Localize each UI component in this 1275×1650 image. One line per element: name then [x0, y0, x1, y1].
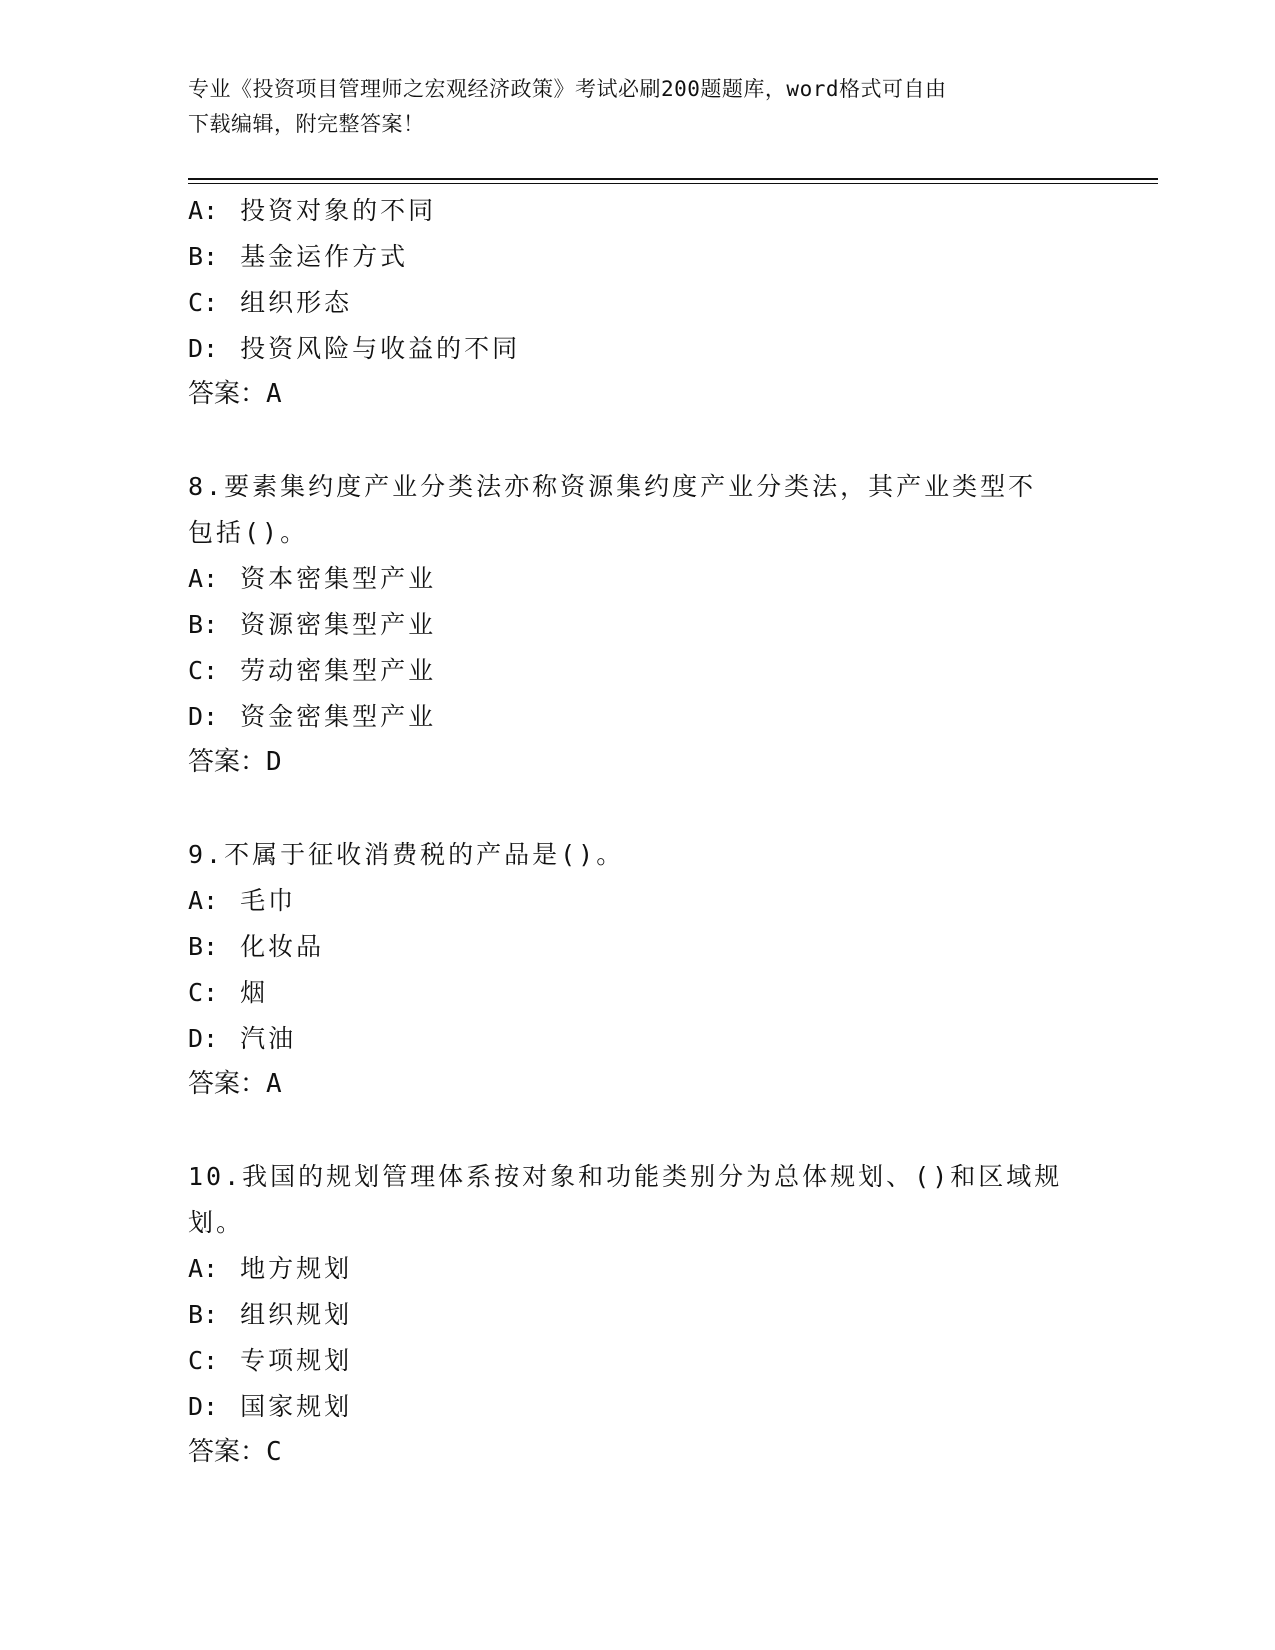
option-a: A: 投资对象的不同	[188, 196, 437, 225]
option-b: B: 基金运作方式	[188, 242, 409, 271]
answer-value: D	[266, 747, 282, 777]
option-text: 基金运作方式	[240, 242, 409, 271]
header-rule-thick	[188, 178, 1158, 180]
option-c: C: 烟	[188, 978, 269, 1007]
answer-line: 答案：A	[188, 379, 282, 409]
option-c: C: 劳动密集型产业	[188, 656, 437, 685]
answer-line: 答案：A	[188, 1069, 282, 1099]
answer-line: 答案：D	[188, 747, 282, 777]
question-10	[188, 1154, 1088, 1474]
option-text: 投资风险与收益的不同	[240, 334, 521, 363]
option-c: C: 专项规划	[188, 1346, 353, 1375]
option-text: 资源密集型产业	[240, 610, 437, 639]
question-7	[188, 188, 1088, 416]
option-d: D: 资金密集型产业	[188, 702, 437, 731]
option-text: 组织形态	[240, 288, 353, 317]
question-text: 9.不属于征收消费税的产品是()。	[188, 840, 625, 869]
question-text: 8.要素集约度产业分类法亦称资源集约度产业分类法，其产业类型不 包括()。	[188, 472, 1037, 547]
option-text: 投资对象的不同	[240, 196, 437, 225]
option-text: 资金密集型产业	[240, 702, 437, 731]
option-a: A: 资本密集型产业	[188, 564, 437, 593]
option-a: A: 毛巾	[188, 886, 297, 915]
option-b: B: 化妆品	[188, 932, 325, 961]
header-line-2: 下载编辑，附完整答案！	[188, 112, 425, 136]
option-text: 劳动密集型产业	[240, 656, 437, 685]
option-a: A: 地方规划	[188, 1254, 353, 1283]
header-rule-thin	[188, 183, 1158, 184]
question-text: 10.我国的规划管理体系按对象和功能类别分为总体规划、()和区域规 划。	[188, 1162, 1063, 1237]
question-8	[188, 464, 1088, 784]
option-text: 地方规划	[240, 1254, 353, 1283]
option-d: D: 投资风险与收益的不同	[188, 334, 521, 363]
document-header	[188, 72, 1088, 142]
option-text: 专项规划	[240, 1346, 353, 1375]
question-list	[188, 188, 1088, 1474]
option-text: 汽油	[240, 1024, 297, 1053]
answer-value: C	[266, 1437, 282, 1467]
option-text: 烟	[240, 978, 269, 1007]
option-text: 化妆品	[240, 932, 325, 961]
option-text: 资本密集型产业	[240, 564, 437, 593]
question-9	[188, 832, 1088, 1106]
option-c: C: 组织形态	[188, 288, 353, 317]
option-text: 毛巾	[240, 886, 297, 915]
answer-line: 答案：C	[188, 1437, 282, 1467]
option-d: D: 汽油	[188, 1024, 297, 1053]
option-d: D: 国家规划	[188, 1392, 353, 1421]
header-line-1: 专业《投资项目管理师之宏观经济政策》考试必刷200题题库，word格式可自由	[188, 77, 947, 101]
option-text: 国家规划	[240, 1392, 353, 1421]
answer-value: A	[266, 379, 282, 409]
option-b: B: 资源密集型产业	[188, 610, 437, 639]
option-b: B: 组织规划	[188, 1300, 353, 1329]
option-text: 组织规划	[240, 1300, 353, 1329]
answer-value: A	[266, 1069, 282, 1099]
